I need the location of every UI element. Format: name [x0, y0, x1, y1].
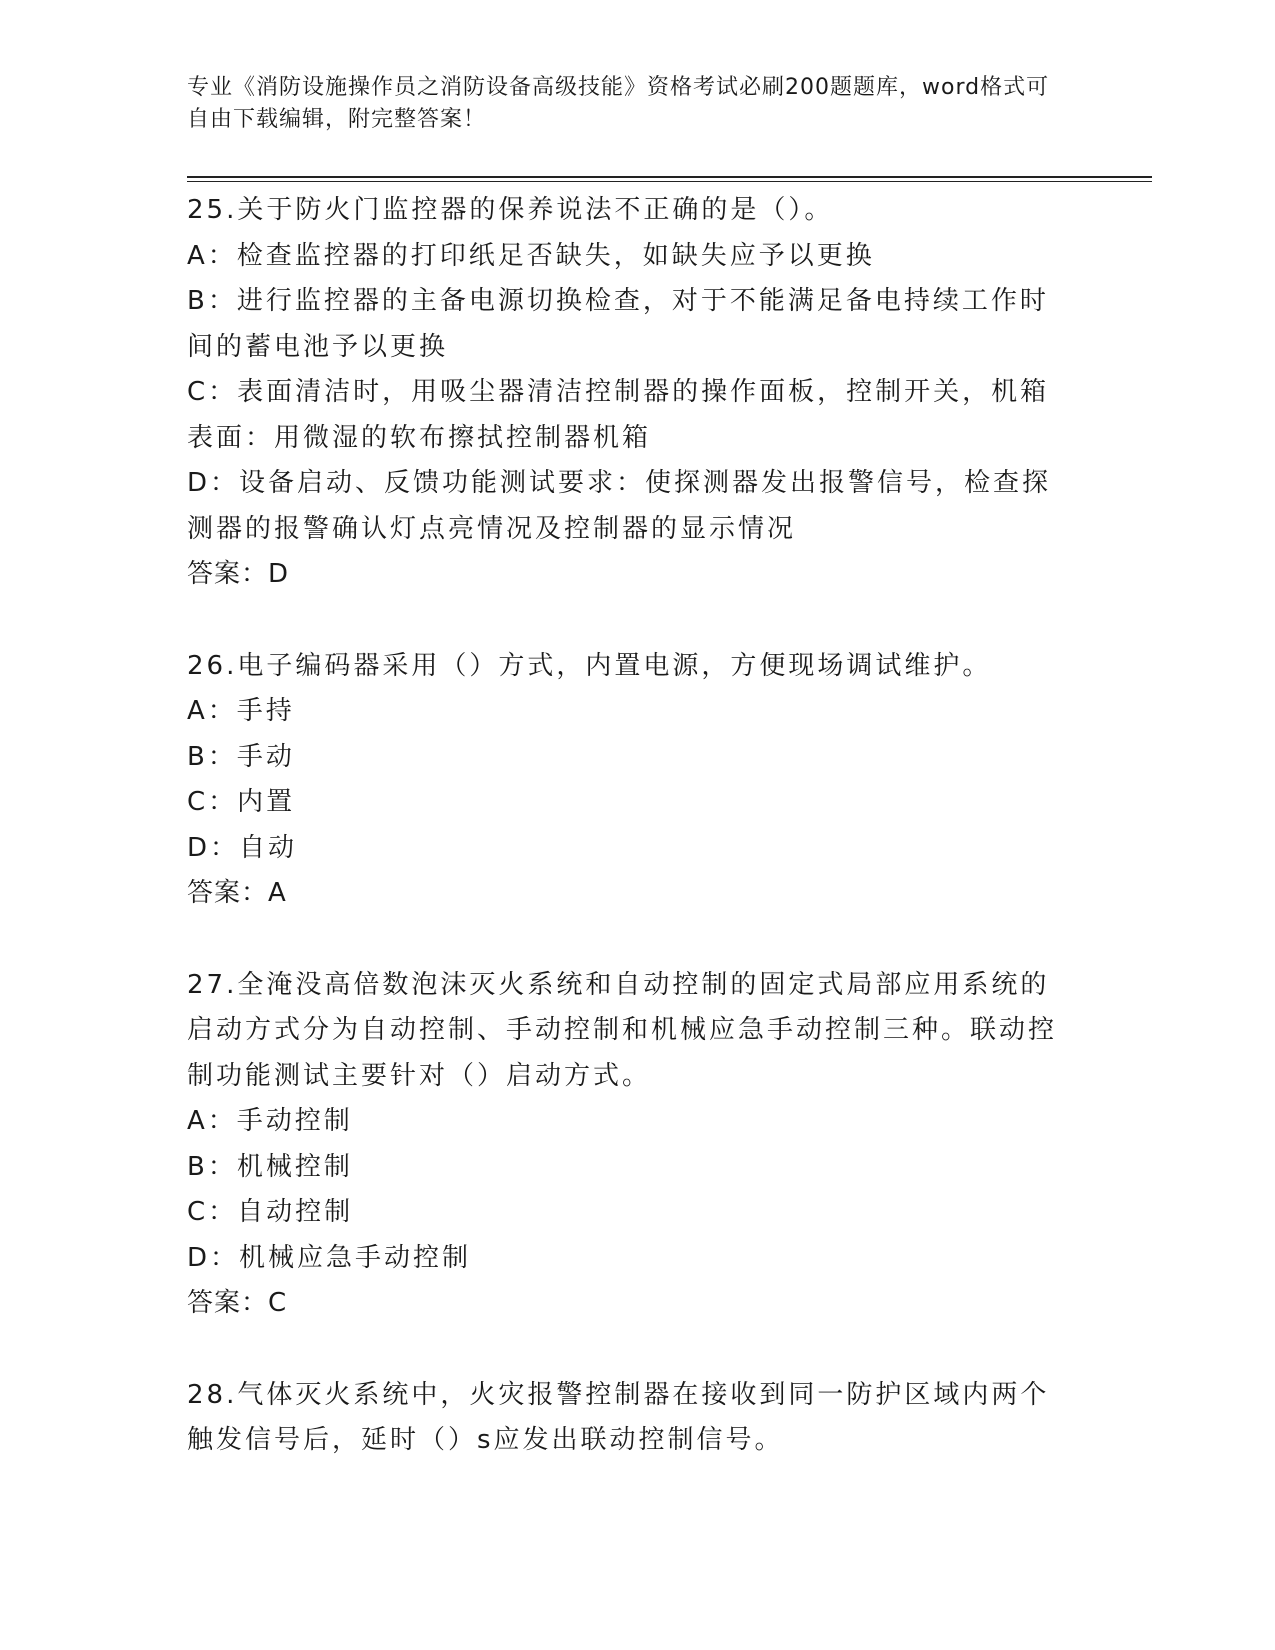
- question-27: [187, 963, 1067, 1327]
- option-d: D：自动: [187, 832, 298, 863]
- question-text: 28.气体灭火系统中，火灾报警控制器在接收到同一防护区域内两个触发信号后，延时（）s应发出联动控制信号。: [187, 1379, 1050, 1455]
- answer: 答案：C: [187, 1288, 288, 1318]
- option-d: D：设备启动、反馈功能测试要求：使探测器发出报警信号，检查探测器的报警确认灯点亮情况及控制器的显示情况: [187, 468, 1052, 544]
- header-rule-thin: [187, 181, 1152, 182]
- document-header: 专业《消防设施操作员之消防设备高级技能》资格考试必刷200题题库，word格式可自由下载编辑，附完整答案！: [187, 75, 1050, 132]
- answer: 答案：D: [187, 559, 290, 589]
- option-a: A：手持: [187, 696, 295, 726]
- option-b: B：进行监控器的主备电源切换检查，对于不能满足备电持续工作时间的蓄电池予以更换: [187, 286, 1049, 362]
- option-c: C：内置: [187, 787, 296, 817]
- question-26: [187, 644, 1067, 917]
- option-a: A：检查监控器的打印纸足否缺失，如缺失应予以更换: [187, 240, 875, 271]
- option-c: C：表面清洁时，用吸尘器清洁控制器的操作面板，控制开关，机箱表面：用微湿的软布擦拭控制器机箱: [187, 377, 1050, 453]
- question-25: [187, 188, 1067, 598]
- header-rule-thick: [187, 176, 1152, 178]
- question-text: 25.关于防火门监控器的保养说法不正确的是（）。: [187, 195, 834, 225]
- question-28: [187, 1373, 1067, 1464]
- answer: 答案：A: [187, 878, 287, 908]
- question-text: 27.全淹没高倍数泡沫灭火系统和自动控制的固定式局部应用系统的启动方式分为自动控制、手动控制和机械应急手动控制三种。联动控制功能测试主要针对（）启动方式。: [187, 969, 1058, 1091]
- option-c: C：自动控制: [187, 1197, 354, 1227]
- option-d: D：机械应急手动控制: [187, 1242, 472, 1273]
- question-list: [187, 188, 1067, 1510]
- option-b: B：手动: [187, 741, 295, 772]
- option-a: A：手动控制: [187, 1106, 353, 1136]
- option-b: B：机械控制: [187, 1151, 353, 1182]
- question-text: 26.电子编码器采用（）方式，内置电源，方便现场调试维护。: [187, 650, 992, 681]
